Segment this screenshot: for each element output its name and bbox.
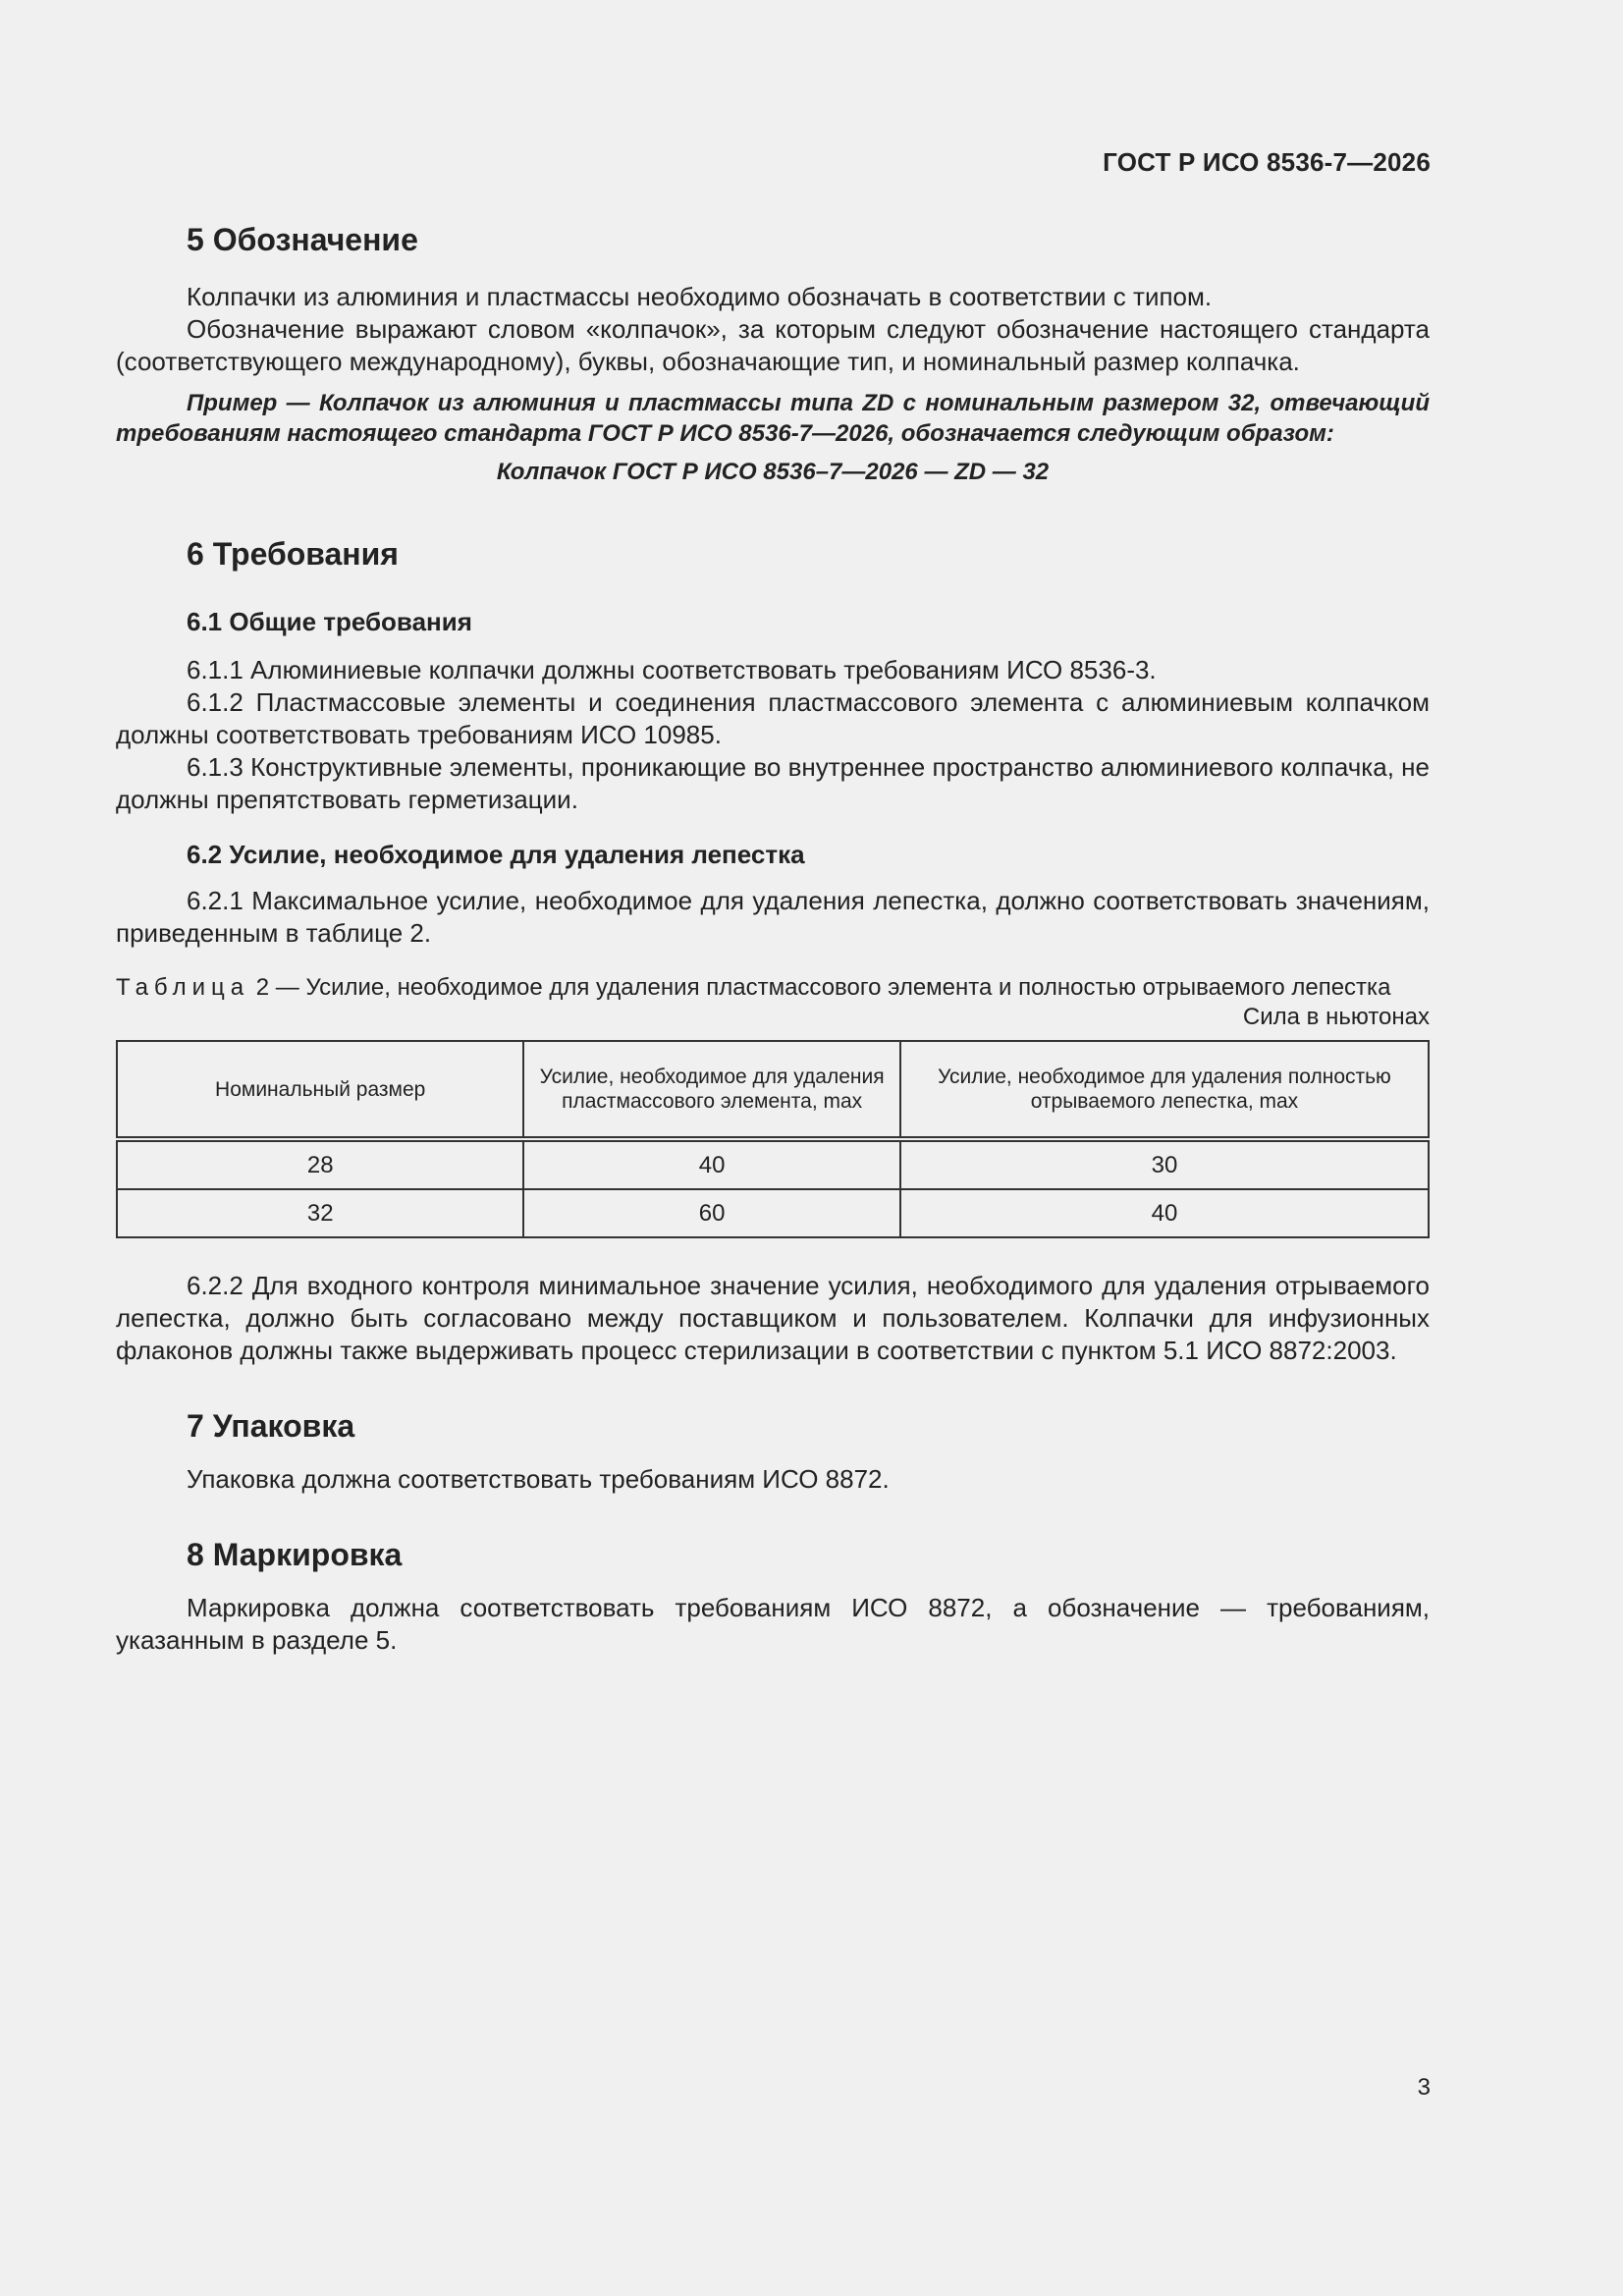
page-number: 3 [1417, 2074, 1431, 2101]
table-caption-label: Таблица [116, 974, 250, 1001]
paragraph-6-2-1: 6.2.1 Максимальное усилие, необходимое для удаления лепестка, должно соответствовать значениям, приведенным в таблице 2. [116, 886, 1430, 948]
section-5-paragraph-1: Колпачки из алюминия и пластмассы необходимо обозначать в соответствии с типом. [187, 282, 1213, 311]
table-header-nominal-size: Номинальный размер [117, 1041, 523, 1139]
document-code: ГОСТ Р ИСО 8536-7—2026 [1103, 147, 1431, 177]
table-cell: 40 [523, 1139, 900, 1189]
table-cell: 30 [900, 1139, 1429, 1189]
section-5-heading: 5 Обозначение [187, 222, 418, 257]
table-unit: Сила в ньютонах [1242, 1004, 1430, 1030]
section-7-paragraph: Упаковка должна соответствовать требованиям ИСО 8872. [187, 1464, 890, 1494]
paragraph-6-2-2: 6.2.2 Для входного контроля минимальное значение усилия, необходимого для удаления отрываемого лепестка, должно быть согласовано между поставщиком и пользователем. Колпачки для инфузионных флаконов должны также выдерживать процесс стерилизации в соответствии с пунктом 5.1 ИСО 8872:2003. [116, 1271, 1430, 1365]
table-caption-text: 2 — Усилие, необходимое для удаления пластмассового элемента и полностью отрываемого лепестка [255, 974, 1391, 1001]
section-6-2-heading: 6.2 Усилие, необходимое для удаления лепестка [187, 840, 805, 869]
paragraph-6-1-1: 6.1.1 Алюминиевые колпачки должны соответствовать требованиям ИСО 8536-3. [187, 655, 1157, 684]
table-cell: 40 [900, 1189, 1429, 1237]
example-designation: Колпачок ГОСТ Р ИСО 8536–7—2026 — ZD — 32 [496, 459, 1050, 485]
section-5-paragraph-2: Обозначение выражают словом «колпачок», за которым следуют обозначение настоящего стандарта (соответствующего международному), буквы, обозначающие тип, и номинальный размер колпачка. [116, 314, 1430, 376]
table-caption [116, 973, 1430, 1003]
paragraph-6-1-2: 6.1.2 Пластмассовые элементы и соединения пластмассового элемента с алюминиевым колпачком должны соответствовать требованиям ИСО 10985. [116, 687, 1430, 749]
section-8-paragraph: Маркировка должна соответствовать требованиям ИСО 8872, а обозначение — требованиям, указанным в разделе 5. [116, 1593, 1430, 1655]
table-header-plastic-element-force: Усилие, необходимое для удаления пластмассового элемента, max [523, 1041, 900, 1139]
section-6-heading: 6 Требования [187, 536, 399, 572]
example-text: Пример — Колпачок из алюминия и пластмассы типа ZD с номинальным размером 32, отвечающий требованиям настоящего стандарта ГОСТ Р ИСО 8536-7—2026, обозначается следующим образом: [116, 390, 1430, 447]
table-cell: 60 [523, 1189, 900, 1237]
table-cell: 28 [117, 1139, 523, 1189]
force-table [116, 1040, 1430, 1238]
section-8-heading: 8 Маркировка [187, 1537, 403, 1572]
table-header-row [117, 1041, 1429, 1139]
section-6-1-heading: 6.1 Общие требования [187, 607, 472, 636]
paragraph-6-1-3: 6.1.3 Конструктивные элементы, проникающие во внутреннее пространство алюминиевого колпачка, не должны препятствовать герметизации. [116, 752, 1430, 814]
section-7-heading: 7 Упаковка [187, 1408, 355, 1444]
page-content [116, 220, 1430, 1657]
table-row [117, 1189, 1429, 1237]
table-cell: 32 [117, 1189, 523, 1237]
table-row [117, 1139, 1429, 1189]
table-header-tear-off-force: Усилие, необходимое для удаления полностью отрываемого лепестка, max [900, 1041, 1429, 1139]
